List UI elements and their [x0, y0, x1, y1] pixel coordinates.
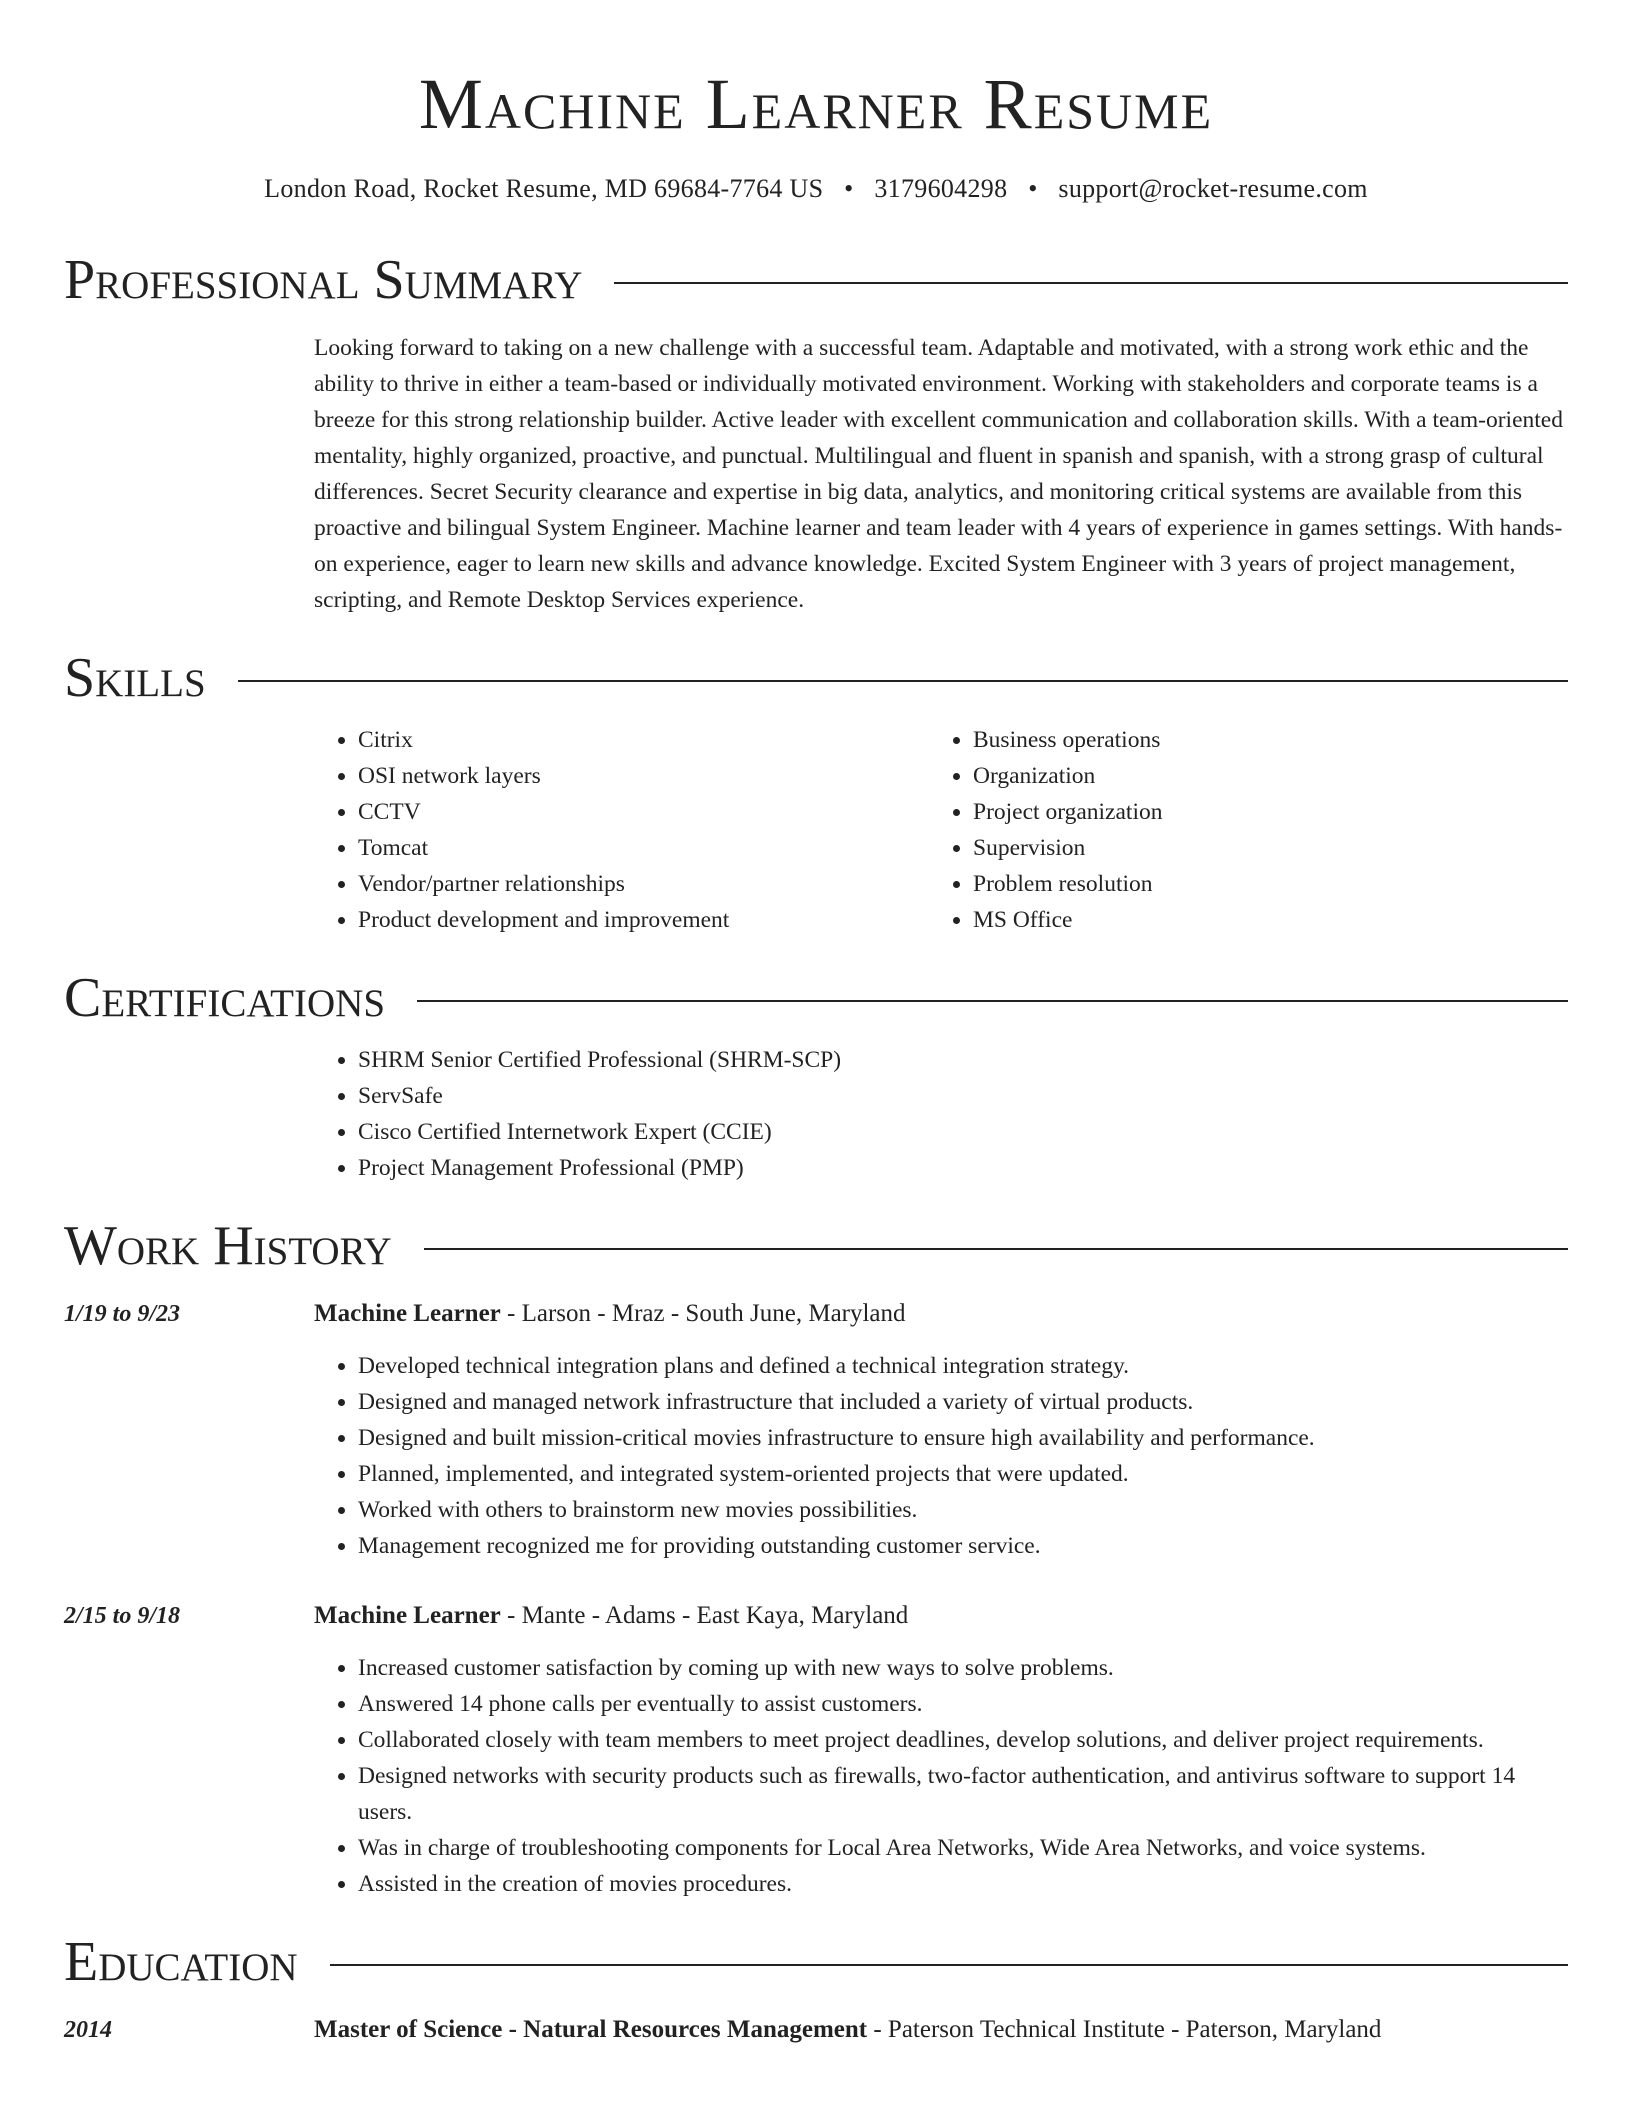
education-detail — [314, 2012, 1568, 2048]
skill-item: • MS Office — [973, 902, 1544, 938]
work-dates: 1/19 to 9/23 — [64, 1301, 181, 1327]
work-bullet: • Worked with others to brainstorm new movies possibilities. — [358, 1492, 1568, 1528]
work-dates: 2/15 to 9/18 — [64, 1603, 181, 1629]
separator: • — [844, 174, 854, 203]
section-title: Professional Summary — [64, 249, 583, 311]
certification-item: • SHRM Senior Certified Professional (SHRM-SCP) — [358, 1042, 1568, 1078]
education-year: 2014 — [64, 2017, 112, 2043]
skills-column-left — [314, 722, 929, 938]
section-heading-education — [64, 1930, 1568, 1994]
employer: - Larson - Mraz - South June, Maryland — [500, 1300, 906, 1327]
section-title: Certifications — [64, 967, 386, 1029]
skill-item: • OSI network layers — [358, 758, 929, 794]
skills-list — [314, 722, 1568, 938]
job-title: Machine Learner — [314, 1300, 501, 1327]
skill-item: • Vendor/partner relationships — [358, 866, 929, 902]
skills-column-right — [929, 722, 1544, 938]
work-entry — [64, 1598, 1568, 1902]
work-bullet: • Increased customer satisfaction by coming up with new ways to solve problems. — [358, 1650, 1568, 1686]
section-heading-skills — [64, 646, 1568, 710]
certification-item: • ServSafe — [358, 1078, 1568, 1114]
summary-text: Looking forward to taking on a new challenge with a successful team. Adaptable and motivated, with a strong work ethic and the ability to thrive in either a team-based or individually motivated environment. Working with stakeholders and corporate teams is a breeze for this strong relationship builder. Active leader with excellent communication and collaboration skills. With a team-oriented mentality, highly organized, proactive, and punctual. Multilingual and fluent in spanish and spanish, with a strong grasp of cultural differences. Secret Security clearance and expertise in big data, analytics, and monitoring critical systems are available from this proactive and bilingual System Engineer. Machine learner and team leader with 4 years of experience in games settings. With hands-on experience, eager to learn new skills and advance knowledge. Excited System Engineer with 3 years of project management, scripting, and Remote Desktop Services experience. — [314, 335, 1563, 613]
certifications-list — [314, 1042, 1568, 1186]
skill-item: • Citrix — [358, 722, 929, 758]
work-role — [314, 1598, 1568, 1634]
work-bullet: • Assisted in the creation of movies procedures. — [358, 1866, 1568, 1902]
section-heading-work-history — [64, 1214, 1568, 1278]
education-degree-line — [314, 2012, 1568, 2048]
skill-item: • Organization — [973, 758, 1544, 794]
section-heading-summary — [64, 248, 1568, 312]
degree: Master of Science - Natural Resources Management — [314, 2016, 868, 2043]
work-bullet: • Designed and built mission-critical movies infrastructure to ensure high availability and performance. — [358, 1420, 1568, 1456]
skill-item: • Business operations — [973, 722, 1544, 758]
certification-item: • Project Management Professional (PMP) — [358, 1150, 1568, 1186]
section-title: Education — [64, 1931, 298, 1993]
contact-email: support@rocket-resume.com — [1058, 174, 1368, 203]
work-detail — [314, 1296, 1568, 1564]
skill-item: • Supervision — [973, 830, 1544, 866]
section-divider — [330, 1964, 1568, 1966]
work-bullet: • Developed technical integration plans and defined a technical integration strategy. — [358, 1348, 1568, 1384]
skill-item: • Project organization — [973, 794, 1544, 830]
section-title: Skills — [64, 647, 206, 709]
work-bullet: • Designed and managed network infrastructure that included a variety of virtual products. — [358, 1384, 1568, 1420]
section-divider — [238, 680, 1568, 682]
skill-item: • Tomcat — [358, 830, 929, 866]
section-divider — [417, 1000, 1568, 1002]
job-title: Machine Learner — [314, 1602, 501, 1629]
work-bullet: • Management recognized me for providing outstanding customer service. — [358, 1528, 1568, 1564]
work-bullet: • Answered 14 phone calls per eventually to assist customers. — [358, 1686, 1568, 1722]
school: - Paterson Technical Institute - Paterson, Maryland — [867, 2016, 1382, 2043]
skill-item: • CCTV — [358, 794, 929, 830]
section-title: Work History — [64, 1215, 392, 1277]
work-bullet: • Was in charge of troubleshooting components for Local Area Networks, Wide Area Networks, and voice systems. — [358, 1830, 1568, 1866]
work-role — [314, 1296, 1568, 1332]
contact-line — [64, 174, 1568, 204]
certification-item: • Cisco Certified Internetwork Expert (CCIE) — [358, 1114, 1568, 1150]
section-heading-certifications — [64, 966, 1568, 1030]
resume-title: Machine Learner Resume — [418, 64, 1214, 144]
section-divider — [614, 282, 1568, 284]
skill-item: • Problem resolution — [973, 866, 1544, 902]
section-divider — [424, 1248, 1568, 1250]
employer: - Mante - Adams - East Kaya, Maryland — [500, 1602, 909, 1629]
contact-phone: 3179604298 — [874, 174, 1008, 203]
work-detail — [314, 1598, 1568, 1902]
separator: • — [1028, 174, 1038, 203]
work-entry — [64, 1296, 1568, 1564]
contact-address: London Road, Rocket Resume, MD 69684-7764 US — [264, 174, 824, 203]
resume-page — [64, 0, 1568, 2048]
work-bullet: • Designed networks with security products such as firewalls, two-factor authentication, and antivirus software to support 14 users. — [358, 1758, 1568, 1830]
education-entry — [64, 2012, 1568, 2048]
work-bullet: • Planned, implemented, and integrated system-oriented projects that were updated. — [358, 1456, 1568, 1492]
skill-item: • Product development and improvement — [358, 902, 929, 938]
work-bullet: • Collaborated closely with team members to meet project deadlines, develop solutions, and deliver project requirements. — [358, 1722, 1568, 1758]
